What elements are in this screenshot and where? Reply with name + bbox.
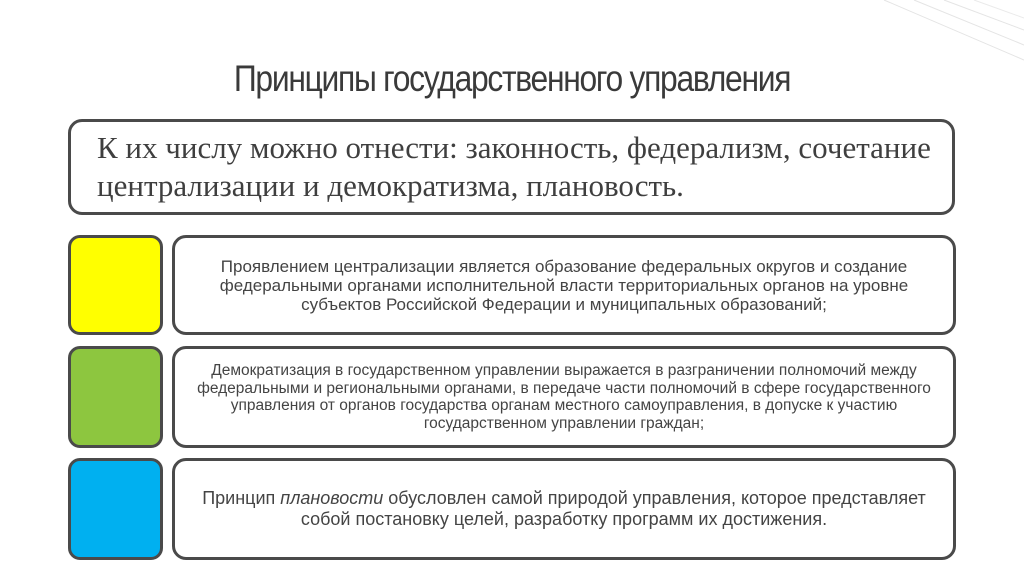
centralization-box: [172, 235, 956, 335]
green-swatch: [68, 346, 163, 448]
yellow-swatch: [68, 235, 163, 335]
intro-text: К их числу можно отнести: законность, федерализм, сочетание централизации и демократизма, плановость.: [97, 130, 931, 203]
intro-box: [68, 119, 955, 215]
blue-swatch: [68, 458, 163, 560]
democratization-box: [172, 346, 956, 448]
centralization-text: Проявлением централизации является образование федеральных округов и создание федеральными органами исполнительной власти территориальных органов на уровне субъектов Российской Федерации и муниципальных образований;: [219, 256, 909, 314]
planning-text-start: Принцип: [202, 488, 281, 508]
planning-text: [197, 488, 931, 530]
slide-title: Принципы государственного управления: [233, 58, 791, 99]
planning-emphasis: плановости: [280, 488, 384, 508]
democratization-text: Демократизация в государственном управлении выражается в разграничении полномочий между федеральными и региональными органами, в передаче части полномочий в сфере государственного управления от органов государства органам местного самоуправления, в допуске к участию государственном управлении граждан;: [197, 362, 931, 432]
planning-text-end: обусловлен самой природой управления, которое представляет собой постановку целей, разработку программ их достижения.: [300, 488, 926, 529]
planning-box: [172, 458, 956, 560]
